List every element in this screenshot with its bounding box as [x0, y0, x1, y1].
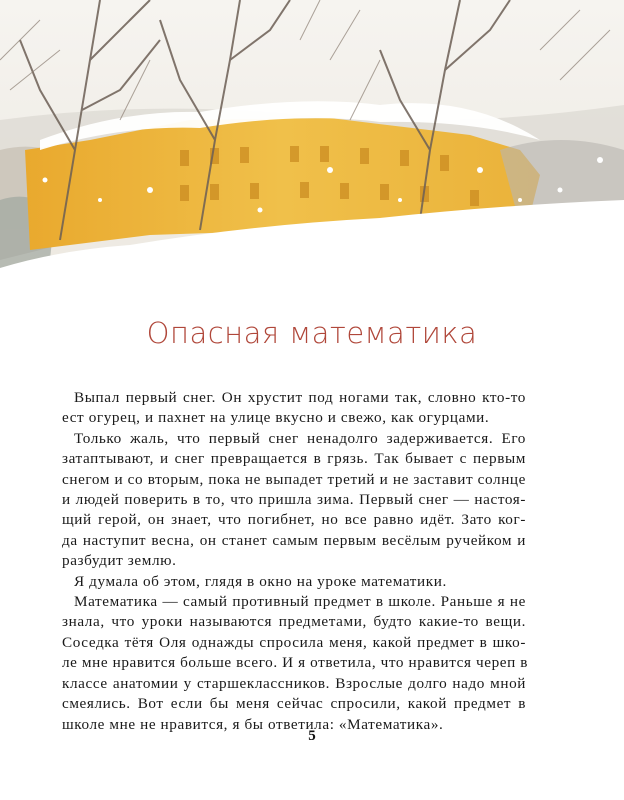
- text-line: снегом и со вторым, пока не выпадет третий и не заставит солнце: [62, 470, 526, 488]
- page-number: 5: [308, 728, 316, 744]
- paragraph: [62, 572, 526, 592]
- text-line: Выпал первый снег. Он хрустит под ногами так, словно кто-то: [74, 389, 526, 406]
- body-text: [62, 388, 529, 735]
- text-line: классе анатомии у старшеклассников. Взрослые долго надо мной: [62, 674, 526, 692]
- text-line: да наступит весна, он станет самым первым весёлым ручейком и: [62, 531, 526, 549]
- winter-illustration: [0, 0, 624, 300]
- chapter-title: Опасная математика: [146, 316, 478, 350]
- text-line: Я думала об этом, глядя в окно на уроке математики.: [74, 572, 447, 590]
- text-line: школе мне не нравится, я бы ответила: «Математика».: [62, 715, 444, 733]
- text-line: разбудит землю.: [62, 552, 177, 570]
- paragraph: [62, 592, 529, 735]
- text-line: смеялись. Вот если бы меня сейчас спросили, какой предмет в: [62, 695, 526, 713]
- paragraph: [62, 429, 526, 572]
- text-line: ле мне нравится больше всего. И я ответила, что нравится череп в: [62, 654, 529, 672]
- text-line: затаптывают, и снег превращается в грязь. Так бывает с первым: [62, 450, 526, 468]
- text-line: ест огурец, и пахнет на улице вкусно и свежо, как огурцами.: [62, 409, 490, 427]
- paragraph: [62, 388, 526, 429]
- text-line: Только жаль, что первый снег ненадолго задерживается. Его: [74, 429, 526, 447]
- text-line: щий герой, он знает, что погибнет, но все равно идёт. Зато ког-: [62, 511, 526, 529]
- text-line: Математика — самый противный предмет в школе. Раньше я не: [74, 593, 526, 611]
- text-line: знала, что уроки называются предметами, будто какие-то вещи.: [62, 613, 526, 631]
- text-line: Соседка тётя Оля однажды спросила меня, какой предмет в шко-: [62, 633, 526, 651]
- text-line: и людей поверить в то, что пришла зима. Первый снег — настоя-: [62, 491, 526, 509]
